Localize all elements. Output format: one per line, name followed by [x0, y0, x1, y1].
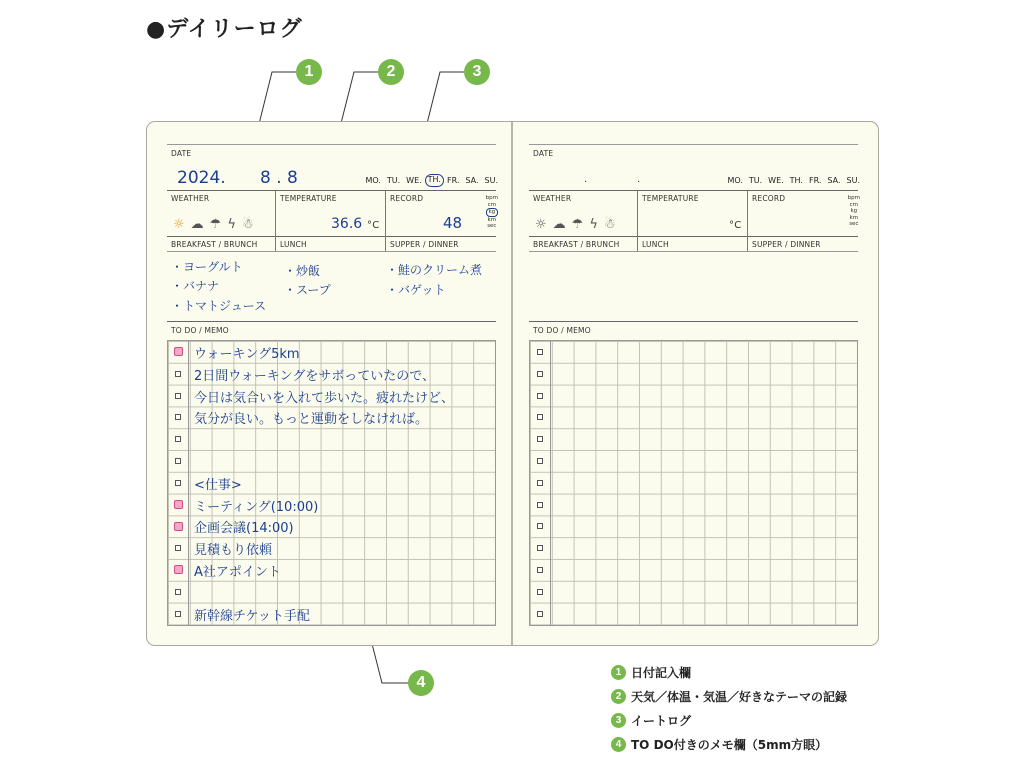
- unit-sec: sec: [487, 223, 497, 229]
- weekday-selector: [365, 176, 498, 185]
- todo-checkbox[interactable]: [537, 523, 543, 529]
- celsius-unit: °C: [367, 220, 380, 231]
- todo-checkbox-checked[interactable]: [174, 522, 183, 531]
- day-mo: MO.: [727, 176, 743, 185]
- weather-icons: [173, 217, 254, 232]
- lightning-icon: ϟ: [589, 217, 598, 232]
- legend-number: 1: [611, 665, 626, 680]
- legend: [611, 660, 847, 756]
- lunch-label: LUNCH: [642, 240, 669, 249]
- day-tu: TU.: [748, 176, 763, 185]
- breakfast-label: BREAKFAST / BRUNCH: [533, 240, 620, 249]
- date-year: 2024.: [177, 168, 226, 188]
- todo-checkbox[interactable]: [537, 480, 543, 486]
- todo-grid: [529, 340, 858, 626]
- todo-checkbox[interactable]: [537, 502, 543, 508]
- date-month-day: 8 . 8: [260, 168, 298, 188]
- day-sa: SA.: [465, 176, 479, 185]
- legend-item: [611, 660, 847, 684]
- unit-sec: sec: [849, 221, 859, 227]
- unit-bpm: bpm: [847, 195, 860, 201]
- weekday-selector: [727, 176, 860, 185]
- date-dot: .: [584, 174, 588, 185]
- todo-checkbox[interactable]: [537, 567, 543, 573]
- day-th: TH.: [789, 176, 803, 185]
- todo-checkbox[interactable]: [537, 545, 543, 551]
- celsius-unit: °C: [729, 220, 742, 231]
- todo-checkbox[interactable]: [537, 458, 543, 464]
- todo-checkbox-checked[interactable]: [174, 500, 183, 509]
- lunch-item: ・スープ: [284, 283, 331, 297]
- unit-cm: cm: [849, 201, 859, 208]
- lightning-icon: ϟ: [227, 217, 236, 232]
- weather-icons: [535, 217, 616, 232]
- callout-1: 1: [296, 59, 322, 85]
- snowman-icon: ☃: [603, 217, 616, 232]
- todo-text: 2日間ウォーキングをサボっていたので、: [194, 368, 435, 384]
- record-units: [486, 195, 498, 230]
- day-mo: MO.: [365, 176, 381, 185]
- unit-km: km: [849, 214, 859, 221]
- right-page: [529, 122, 862, 645]
- temperature-value: 36.6: [331, 216, 363, 232]
- legend-number: 4: [611, 737, 626, 752]
- lunch-label: LUNCH: [280, 240, 307, 249]
- todo-checkbox[interactable]: [537, 393, 543, 399]
- callout-4: 4: [408, 670, 434, 696]
- weather-label: WEATHER: [171, 194, 210, 203]
- callout-2: 2: [378, 59, 404, 85]
- todo-checkbox[interactable]: [175, 480, 181, 486]
- todo-checkbox-checked[interactable]: [174, 347, 183, 356]
- unit-cm: cm: [487, 201, 497, 208]
- page-title: ●デイリーログ: [146, 17, 303, 42]
- todo-checkbox[interactable]: [175, 371, 181, 377]
- breakfast-item: ・ヨーグルト: [171, 260, 243, 274]
- day-sa: SA.: [827, 176, 841, 185]
- supper-label: SUPPER / DINNER: [390, 240, 459, 249]
- notebook-spread: [146, 121, 879, 646]
- todo-text: ミーティング(10:00): [194, 499, 319, 515]
- day-tu: TU.: [386, 176, 401, 185]
- legend-text: イートログ: [631, 713, 692, 728]
- legend-item: [611, 684, 847, 708]
- todo-checkbox[interactable]: [175, 458, 181, 464]
- unit-kg: kg: [850, 208, 858, 214]
- todo-text: A社アポイント: [194, 564, 281, 580]
- supper-label: SUPPER / DINNER: [752, 240, 821, 249]
- legend-item: [611, 732, 847, 756]
- todo-checkbox[interactable]: [537, 371, 543, 377]
- day-we: WE.: [768, 176, 784, 185]
- sun-icon: ☼: [535, 217, 547, 232]
- supper-item: ・バゲット: [386, 283, 446, 297]
- todo-checkbox[interactable]: [175, 611, 181, 617]
- lunch-item: ・炒飯: [284, 264, 321, 278]
- breakfast-label: BREAKFAST / BRUNCH: [171, 240, 258, 249]
- temperature-label: TEMPERATURE: [280, 194, 337, 203]
- todo-checkbox[interactable]: [537, 436, 543, 442]
- day-fr: FR.: [808, 176, 822, 185]
- todo-text: 気分が良い。もっと運動をしなければ。: [194, 412, 429, 428]
- weather-label: WEATHER: [533, 194, 572, 203]
- date-dot: .: [637, 174, 641, 185]
- todo-checkbox[interactable]: [537, 589, 543, 595]
- todo-label: TO DO / MEMO: [533, 326, 591, 335]
- todo-checkbox[interactable]: [537, 611, 543, 617]
- umbrella-icon: ☂: [209, 217, 222, 232]
- callout-3: 3: [464, 59, 490, 85]
- day-su: SU.: [846, 176, 860, 185]
- record-value: 48: [443, 214, 463, 232]
- todo-checkbox[interactable]: [175, 414, 181, 420]
- record-label: RECORD: [752, 194, 786, 203]
- cloud-icon: ☁: [552, 217, 566, 232]
- legend-number: 3: [611, 713, 626, 728]
- todo-text: 見積もり依頼: [194, 543, 273, 559]
- day-th-circled: TH.: [425, 174, 444, 187]
- breakfast-item: ・バナナ: [171, 279, 220, 293]
- temperature-label: TEMPERATURE: [642, 194, 699, 203]
- todo-checkbox-checked[interactable]: [174, 565, 183, 574]
- legend-text: TO DO付きのメモ欄（5mm方眼）: [631, 737, 828, 752]
- notebook-spine: [511, 122, 513, 645]
- todo-text: 新幹線チケット手配: [194, 608, 310, 624]
- todo-checkbox[interactable]: [537, 414, 543, 420]
- date-label: DATE: [171, 149, 192, 158]
- legend-number: 2: [611, 689, 626, 704]
- unit-bpm: bpm: [485, 195, 498, 201]
- todo-checkbox[interactable]: [175, 545, 181, 551]
- todo-checkbox[interactable]: [537, 349, 543, 355]
- sun-icon: ☼: [173, 217, 185, 232]
- todo-text: ウォーキング5km: [194, 346, 300, 362]
- record-units: [848, 195, 860, 228]
- cloud-icon: ☁: [190, 217, 204, 232]
- legend-text: 天気／体温・気温／好きなテーマの記録: [631, 689, 848, 704]
- umbrella-icon: ☂: [571, 217, 584, 232]
- todo-label: TO DO / MEMO: [171, 326, 229, 335]
- left-page: [167, 122, 500, 645]
- unit-km: km: [487, 216, 497, 223]
- legend-text: 日付記入欄: [631, 665, 692, 680]
- todo-grid: [167, 340, 496, 626]
- todo-checkbox[interactable]: [175, 436, 181, 442]
- breakfast-item: ・トマトジュース: [171, 299, 267, 313]
- todo-text: 今日は気合いを入れて歩いた。疲れたけど、: [194, 390, 455, 406]
- todo-text: <仕事>: [194, 477, 242, 493]
- todo-text: 企画会議(14:00): [194, 521, 294, 537]
- day-su: SU.: [484, 176, 498, 185]
- todo-checkbox[interactable]: [175, 393, 181, 399]
- legend-item: [611, 708, 847, 732]
- unit-kg-circled: kg: [486, 208, 498, 217]
- record-label: RECORD: [390, 194, 424, 203]
- date-label: DATE: [533, 149, 554, 158]
- todo-checkbox[interactable]: [175, 589, 181, 595]
- day-fr: FR.: [446, 176, 460, 185]
- supper-item: ・鮭のクリーム煮: [386, 263, 483, 277]
- day-we: WE.: [406, 176, 422, 185]
- snowman-icon: ☃: [241, 217, 254, 232]
